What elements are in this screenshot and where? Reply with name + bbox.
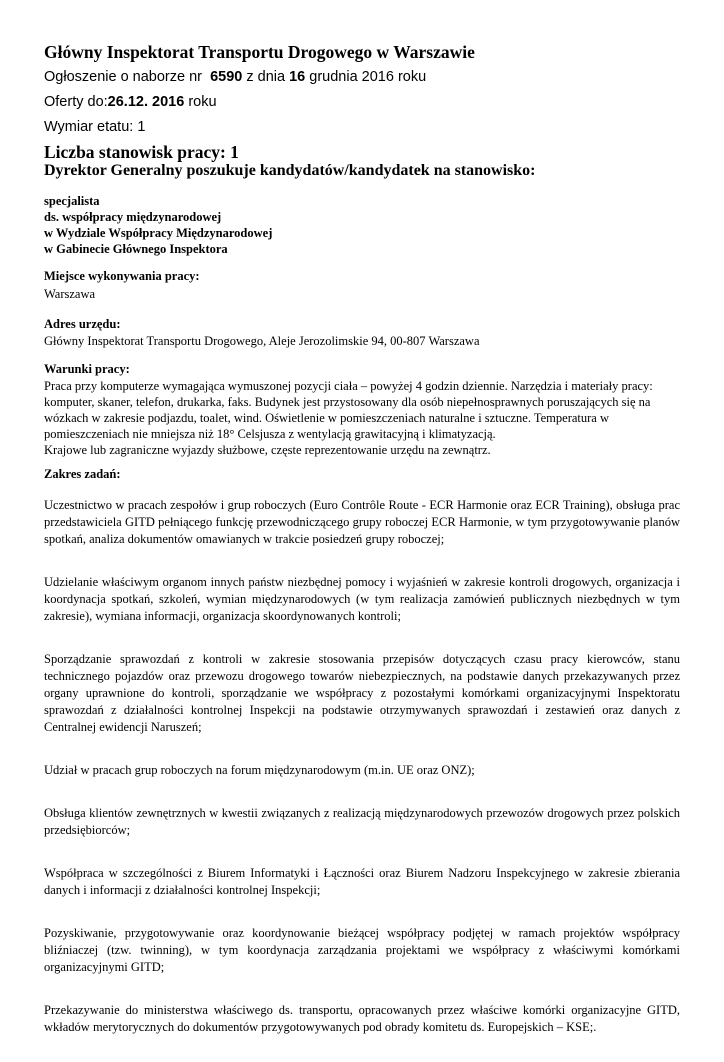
positions-count-heading: Liczba stanowisk pracy: 1 [44,142,239,162]
duty-item: Pozyskiwanie, przygotowywanie oraz koordynowanie bieżącej współpracy podjętej w ramach projektów współpracy bliźniaczej (tzw. twinning), w tym koordynacja zarządzania projektami we współpracy z właściwymi komórkami organizacyjnymi GITD; [44,926,680,974]
announcement-day: 16 [289,69,306,85]
announcement-suffix: grudnia 2016 roku [309,69,427,85]
duty-item: Współpraca w szczególności z Biurem Informatyki i Łączności oraz Biurem Nadzoru Inspekcyjnego w zakresie zbierania danych i informacji z działalności kontrolnej Inspekcji; [44,866,680,897]
announcement-prefix: Ogłoszenie o naborze nr [44,69,202,85]
position-block [44,193,272,257]
employment-value: 1 [137,119,146,135]
workplace-value: Warszawa [44,287,96,301]
employment-label: Wymiar etatu: [44,119,134,135]
offers-suffix: roku [188,94,217,110]
conditions-block [44,378,684,458]
position-department: ds. współpracy międzynarodowej [44,210,222,224]
duty-item: Przekazywanie do ministerstwa właściwego ds. transportu, opracowanych przez właściwe komórki organizacyjne GITD, wkładów merytorycznych do dokumentów przygotowywanych pod obrady komitetu ds. Europejskich – KSE;. [44,1003,680,1034]
address-label: Adres urzędu: [44,317,121,331]
address-value: Główny Inspektorat Transportu Drogowego, Aleje Jerozolimskie 94, 00-807 Warszawa [44,334,480,348]
announcement-number: 6590 [210,69,243,85]
duties-list [44,497,680,1062]
duty-item: Uczestnictwo w pracach zespołów i grup roboczych (Euro Contrôle Route - ECR Harmonie oraz ECR Training), obsługa prac przedstawiciela GITD pełniącego funkcję przewodniczącego grupy roboczej ECR Harmonie, w tym przygotowywanie planów spotkań, analiza dokumentów omawianych w trakcie posiedzeń grupy roboczej; [44,498,680,546]
duties-label: Zakres zadań: [44,467,121,481]
workplace-label: Miejsce wykonywania pracy: [44,269,200,283]
offers-deadline-line [44,94,217,110]
employment-line [44,119,145,135]
position-title: specjalista [44,194,100,208]
duty-item: Udzielanie właściwym organom innych państw niezbędnej pomocy i wyjaśnień w zakresie kontroli drogowych, organizacja i koordynacja spotkań, szkoleń, wymian międzynarodowych (w tym realizacja zamówień publicznych niezbędnych w tym zakresie), wymiana informacji, organizacja skoordynowanych kontroli; [44,575,680,623]
announcement-mid: z dnia [246,69,286,85]
organization-heading: Główny Inspektorat Transportu Drogowego w Warszawie [44,42,475,62]
offers-label: Oferty do: [44,94,108,110]
director-heading: Dyrektor Generalny poszukuje kandydatów/kandydatek na stanowisko: [44,162,536,179]
duty-item: Obsługa klientów zewnętrznych w kwestii związanych z realizacją międzynarodowych przewozów drogowych przez polskich przedsiębiorców; [44,806,680,837]
offers-date: 26.12. 2016 [107,94,185,110]
conditions-text: Praca przy komputerze wymagająca wymuszonej pozycji ciała – powyżej 4 godzin dziennie. Narzędzia i materiały pracy: komputer, skaner, telefon, drukarka, faks. Budynek jest przystosowany dla osób niepełnosprawnych poruszających się na wózkach w zakresie podjazdu, toalet, wind. Oświetlenie w pomieszczeniach naturalne i sztuczne. Temperatura w pomieszczeniach nie mniejsza niż 18° Celsjusza z wentylacją grawitacyjną i klimatyzacją. [44,379,653,441]
conditions-extra: Krajowe lub zagraniczne wyjazdy służbowe, częste reprezentowanie urzędu na zewnątrz. [44,443,491,457]
duty-item: Sporządzanie sprawozdań z kontroli w zakresie stosowania przepisów dotyczących czasu pracy kierowców, stanu technicznego pojazdów oraz przewozu drogowego towarów niebezpiecznych, na podstawie danych przekazywanych przez organy uprawnione do kontroli, sporządzanie we współpracy z pozostałymi komórkami organizacyjnymi Inspektoratu sprawozdań z działalności kontrolnej Inspekcji na podstawie otrzymywanych sprawozdań i zestawień oraz danych z Centralnej ewidencji Naruszeń; [44,652,680,734]
conditions-label: Warunki pracy: [44,362,130,376]
position-office: w Gabinecie Głównego Inspektora [44,242,228,256]
announcement-line [44,69,426,85]
position-division: w Wydziale Współpracy Międzynarodowej [44,226,273,240]
duty-item: Udział w pracach grup roboczych na forum międzynarodowym (m.in. UE oraz ONZ); [44,763,475,777]
